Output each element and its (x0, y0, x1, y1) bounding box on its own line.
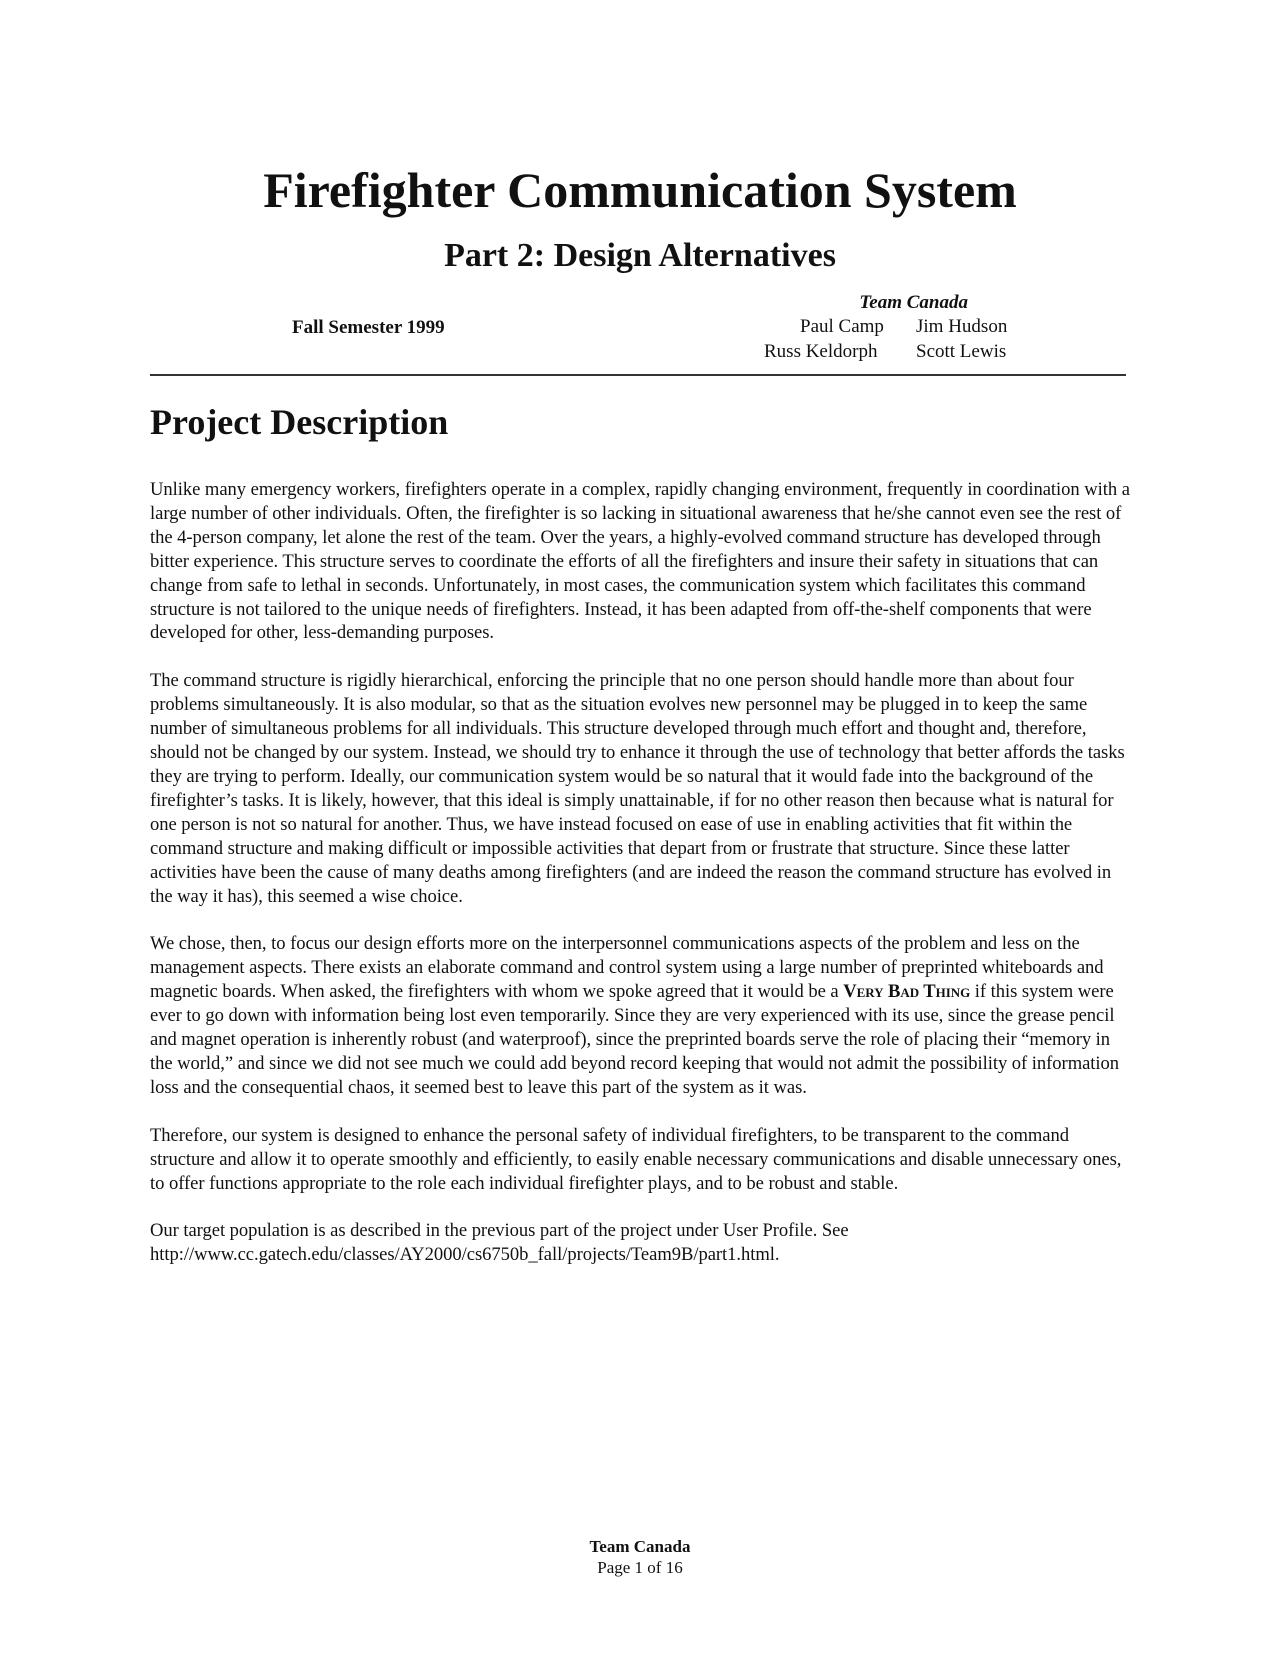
paragraph (150, 932, 1130, 1099)
emphasis-text: Very Bad Thing (843, 981, 971, 1003)
paragraph: The command structure is rigidly hierarchical, enforcing the principle that no one person should handle more than about four problems simultaneously. It is also modular, so that as the situation evolves new personnel may be plugged in to keep the same number of simultaneous problems for all individuals. This structure developed through much effort and thought and, therefore, should not be changed by our system. Instead, we should try to enhance it through the use of technology that better affords the tasks they are trying to perform. Ideally, our communication system would be so natural that it would fade into the background of the firefighter’s tasks. It is likely, however, that this ideal is simply unattainable, if for no other reason then because what is natural for one person is not so natural for another. Thus, we have instead focused on ease of use in enabling activities that fit within the command structure and making difficult or impossible activities that depart from or frustrate that structure. Since these latter activities have been the cause of many deaths among firefighters (and are indeed the reason the command structure has evolved in the way it has), this seemed a wise choice. (150, 670, 1125, 907)
document-subtitle: Part 2: Design Alternatives (444, 237, 836, 274)
paragraph-text: Our target population is as described in the previous part of the project under User Profile. See (150, 1220, 849, 1242)
page-footer (0, 1536, 1280, 1578)
team-member: Jim Hudson (916, 316, 1008, 337)
page-number: Page 1 of 16 (597, 1558, 683, 1577)
paragraph-text: if this system were ever to go down with information being lost even temporarily. Since they are very experienced with its use, since the grease pencil and magnet operation is inherently robust (and waterproof), since the preprinted boards serve the role of placing their “memory in the world,” and since we did not see much we could add beyond record keeping that would not admit the possibility of information loss and the consequential chaos, it seemed best to leave this part of the system as it was. (150, 981, 1120, 1098)
paragraph (150, 1219, 1130, 1267)
semester-label: Fall Semester 1999 (292, 317, 445, 338)
team-member: Paul Camp (800, 316, 884, 337)
footer-team: Team Canada (589, 1537, 691, 1556)
paragraph: Unlike many emergency workers, firefighters operate in a complex, rapidly changing environment, frequently in coordination with a large number of other individuals. Often, the firefighter is so lacking in situational awareness that he/she cannot even see the rest of the 4-person company, let alone the rest of the team. Over the years, a highly-evolved command structure has developed through bitter experience. This structure serves to coordinate the efforts of all the firefighters and insure their safety in situations that can change from safe to lethal in seconds. Unfortunately, in most cases, the communication system which facilitates this command structure is not tailored to the unique needs of firefighters. Instead, it has been adapted from off-the-shelf components that were developed for other, less-demanding purposes. (150, 479, 1130, 644)
paragraph-text: We chose, then, to focus our design efforts more on the interpersonnel communications aspects of the problem and less on the management aspects. There exists an elaborate command and control system using a large number of preprinted whiteboards and magnetic boards. When asked, the firefighters with whom we spoke agreed that it would be a (150, 933, 1104, 1003)
team-name: Team Canada (859, 292, 968, 313)
header-divider (150, 374, 1126, 376)
body-text (150, 478, 1130, 1291)
team-member: Russ Keldorph (764, 341, 878, 362)
paragraph: Therefore, our system is designed to enhance the personal safety of individual firefighters, to be transparent to the command structure and allow it to operate smoothly and efficiently, to easily enable necessary communications and disable unnecessary ones, to offer functions appropriate to the role each individual firefighter plays, and to be robust and stable. (150, 1124, 1122, 1194)
project-url: http://www.cc.gatech.edu/classes/AY2000/cs6750b_fall/projects/Team9B/part1.html. (150, 1244, 780, 1266)
document-title: Firefighter Communication System (263, 162, 1017, 218)
team-member: Scott Lewis (916, 341, 1007, 362)
section-heading: Project Description (150, 402, 449, 442)
